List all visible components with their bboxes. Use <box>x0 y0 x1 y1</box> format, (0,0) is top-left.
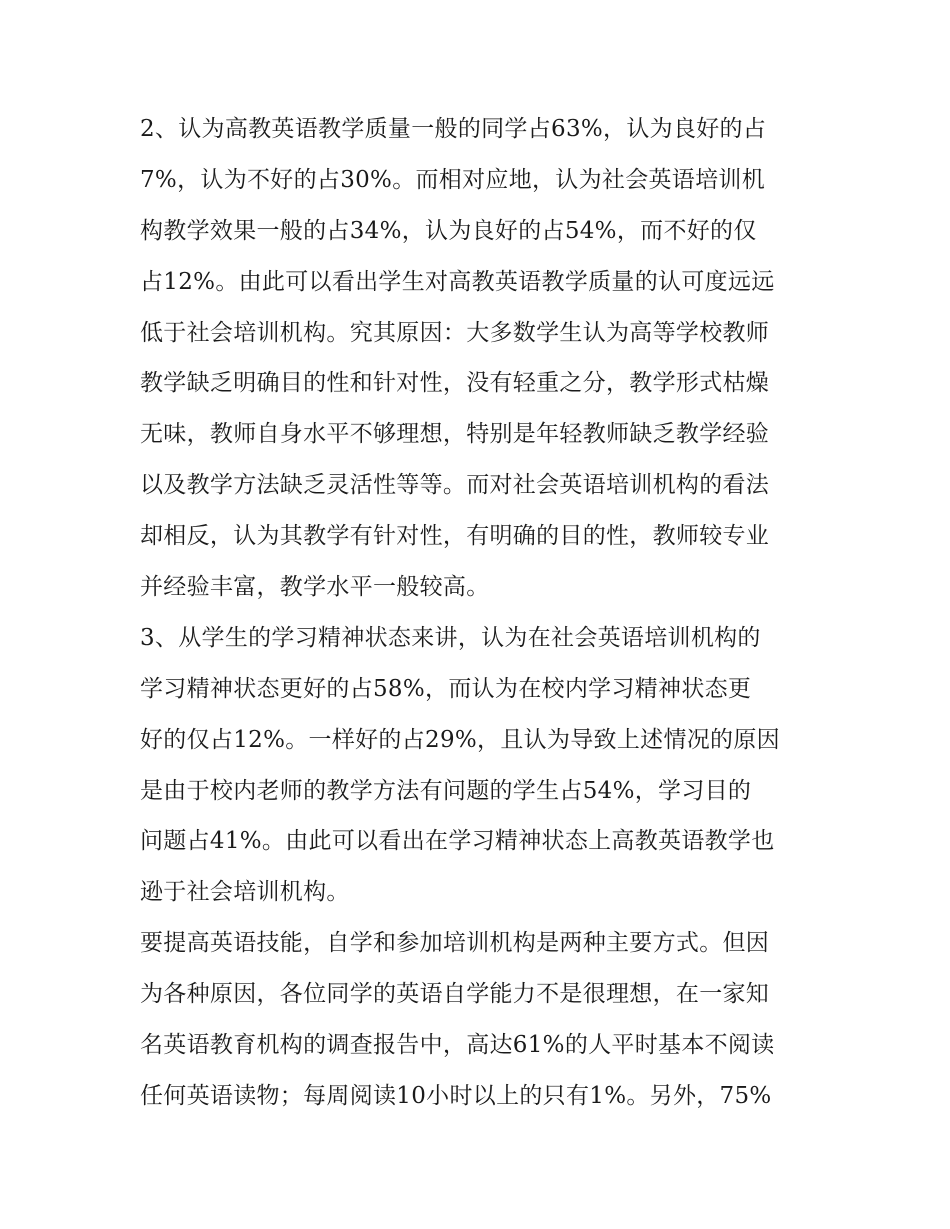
text-line-1: 2、认为高教英语教学质量一般的同学占63%，认为良好的占 <box>140 116 767 142</box>
text-line-17: 要提高英语技能，自学和参加培训机构是两种主要方式。但因 <box>140 930 770 957</box>
text-line-4: 占12%。由此可以看出学生对高教英语教学质量的认可度远远 <box>140 268 775 295</box>
text-line-9: 却相反，认为其教学有针对性，有明确的目的性，教师较专业 <box>140 523 770 550</box>
text-line-2: 7%，认为不好的占30%。而相对应地，认为社会英语培训机 <box>140 166 766 193</box>
text-line-3: 构教学效果一般的占34%，认为良好的占54%，而不好的仅 <box>140 217 757 244</box>
text-line-7: 无味，教师自身水平不够理想，特别是年轻教师缺乏教学经验 <box>140 421 770 448</box>
text-line-16: 逊于社会培训机构。 <box>140 879 350 906</box>
text-line-20: 任何英语读物；每周阅读10小时以上的只有1%。另外，75% <box>140 1082 772 1109</box>
text-line-6: 教学缺乏明确目的性和针对性，没有轻重之分，教学形式枯燥 <box>140 370 770 397</box>
text-line-13: 好的仅占12%。一样好的占29%，且认为导致上述情况的原因 <box>140 726 780 753</box>
text-line-10: 并经验丰富，教学水平一般较高。 <box>140 574 490 601</box>
text-line-19: 名英语教育机构的调查报告中，高达61%的人平时基本不阅读 <box>140 1032 775 1059</box>
text-line-12: 学习精神状态更好的占58%，而认为在校内学习精神状态更 <box>140 675 752 702</box>
text-line-11: 3、从学生的学习精神状态来讲，认为在社会英语培训机构的 <box>140 624 761 651</box>
text-line-15: 问题占41%。由此可以看出在学习精神状态上高教英语教学也 <box>140 828 775 855</box>
text-line-14: 是由于校内老师的教学方法有问题的学生占54%，学习目的 <box>140 777 752 804</box>
text-line-18: 为各种原因，各位同学的英语自学能力不是很理想，在一家知 <box>140 981 770 1008</box>
text-line-8: 以及教学方法缺乏灵活性等等。而对社会英语培训机构的看法 <box>140 472 770 499</box>
body-text <box>140 104 820 1122</box>
text-line-5: 低于社会培训机构。究其原因：大多数学生认为高等学校教师 <box>140 319 770 346</box>
